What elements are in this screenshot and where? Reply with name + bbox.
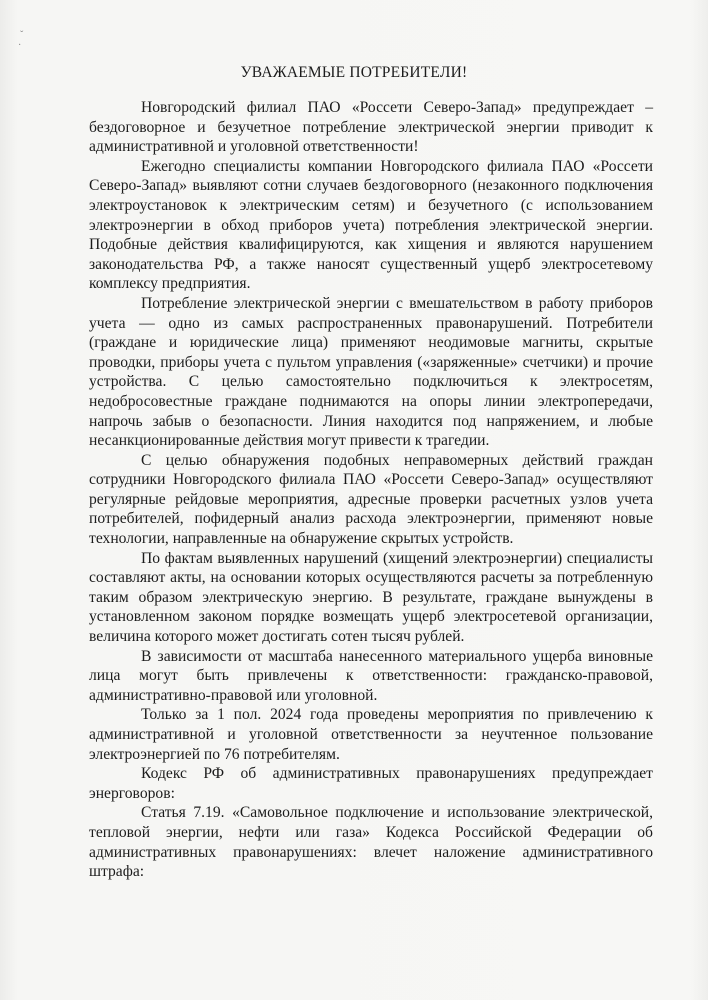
document-body bbox=[89, 98, 653, 882]
scan-mark: ˇ bbox=[20, 30, 24, 41]
paragraph: Кодекс РФ об административных правонарушениях предупреждает энерговоров: bbox=[89, 765, 653, 802]
paragraph: Статья 7.19. «Самовольное подключение и использование электрической, тепловой энергии, нефти или газа» Кодекса Российской Федерации об административных правонарушениях: влечет наложение административного штрафа: bbox=[89, 804, 653, 881]
paragraph: С целью обнаружения подобных неправомерных действий граждан сотрудники Новгородского филиала ПАО «Россети Северо-Запад» осуществляют регулярные рейдовые мероприятия, адресные проверки расчетных узлов учета потребителей, пофидерный анализ расхода электроэнергии, применяют новые технологии, направленные на обнаружение скрытых устройств. bbox=[89, 451, 653, 548]
document-title: УВАЖАЕМЫЕ ПОТРЕБИТЕЛИ! bbox=[240, 64, 468, 81]
paragraph: В зависимости от масштаба нанесенного материального ущерба виновные лица могут быть привлечены к ответственности: гражданско-правовой, административно-правовой или уголовной. bbox=[89, 647, 653, 704]
paragraph: Потребление электрической энергии с вмешательством в работу приборов учета — одно из самых распространенных правонарушений. Потребители (граждане и юридические лица) применяют неодимовые магниты, скрытые проводки, приборы учета с пультом управления («заряженные» счетчики) и прочие устройства. С целью самостоятельно подключиться к электросетям, недобросовестные граждане поднимаются на опоры линии электропередачи, напрочь забыв о безопасности. Линия находится под напряжением, и любые несанкционированные действия могут привести к трагедии. bbox=[89, 294, 653, 450]
paragraph: Ежегодно специалисты компании Новгородского филиала ПАО «Россети Северо-Запад» выявляют сотни случаев бездоговорного (незаконного подключения электроустановок к электрическим сетям) и безучетного (с использованием электроэнергии в обход приборов учета) потребления электрической энергии. Подобные действия квалифицируются, как хищения и являются нарушением законодательства РФ, а также наносят существенный ущерб электросетевому комплексу предприятия. bbox=[89, 157, 653, 293]
paragraph: Только за 1 пол. 2024 года проведены мероприятия по привлечению к административной и уголовной ответственности за неучтенное пользование электроэнергией по 76 потребителям. bbox=[89, 706, 653, 763]
paragraph: По фактам выявленных нарушений (хищений электроэнергии) специалисты составляют акты, на основании которых осуществляются расчеты за потребленную таким образом электрическую энергию. В результате, граждане вынуждены в установленном законом порядке возмещать ущерб электросетевой организации, величина которого может достигать сотен тысяч рублей. bbox=[89, 549, 653, 646]
scan-mark: · bbox=[18, 40, 22, 51]
paragraph: Новгородский филиал ПАО «Россети Северо-Запад» предупреждает – бездоговорное и безучетное потребление электрической энергии приводит к административной и уголовной ответственности! bbox=[89, 99, 653, 156]
